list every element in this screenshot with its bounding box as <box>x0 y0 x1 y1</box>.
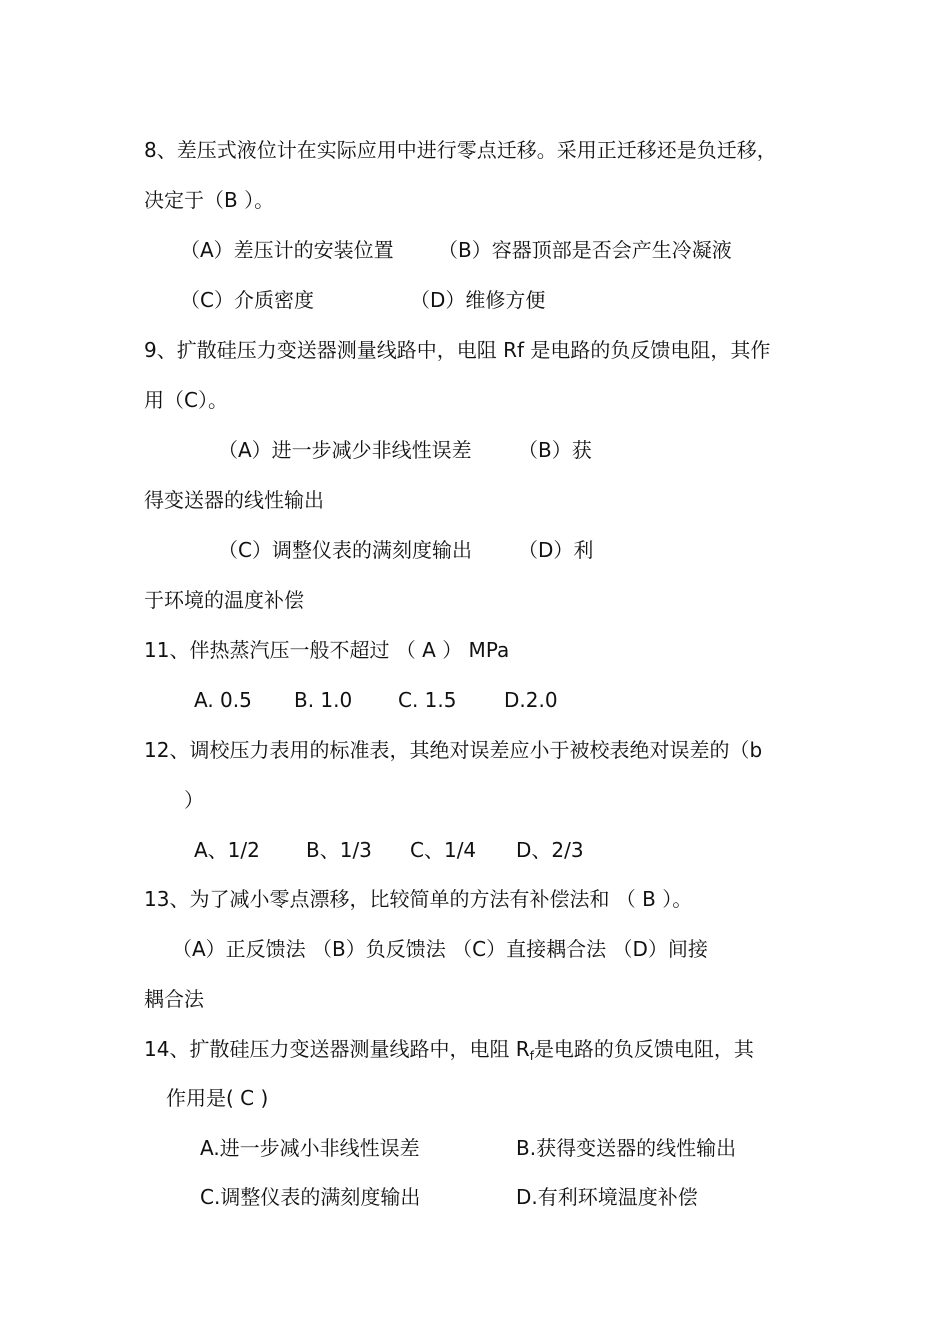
q12-option-a: A、1/2 <box>194 838 260 862</box>
q14-option-d: D.有利环境温度补偿 <box>516 1185 698 1209</box>
q8-stem-line2: 决定于（B ）。 <box>144 188 275 212</box>
q9-option-b-part1: （B）获 <box>518 438 592 462</box>
q12-stem-line1: 12、调校压力表用的标准表，其绝对误差应小于被校表绝对误差的（b <box>144 738 763 762</box>
q14-stem-line1 <box>144 1035 754 1063</box>
q9-option-d-part1: （D）利 <box>518 538 594 562</box>
q12-option-d: D、2/3 <box>516 838 584 862</box>
q14-option-c: C.调整仪表的满刻度输出 <box>200 1185 421 1209</box>
q9-option-c: （C）调整仪表的满刻度输出 <box>218 538 472 562</box>
q11-option-a: A. 0.5 <box>194 688 252 712</box>
q9-option-a: （A）进一步减少非线性误差 <box>218 438 472 462</box>
q9-option-d-part2: 于环境的温度补偿 <box>144 588 304 612</box>
q12-option-b: B、1/3 <box>306 838 372 862</box>
q9-stem-line2: 用（C）。 <box>144 388 228 412</box>
q14-stem-after: 是电路的负反馈电阻，其 <box>533 1037 754 1061</box>
q12-option-c: C、1/4 <box>410 838 477 862</box>
q11-option-c: C. 1.5 <box>398 688 457 712</box>
q9-stem-line1: 9、扩散硅压力变送器测量线路中，电阻 Rf 是电路的负反馈电阻，其作 <box>144 338 771 362</box>
q13-options-line: （A）正反馈法 （B）负反馈法 （C）直接耦合法 （D）间接 <box>172 937 708 961</box>
q8-option-d: （D）维修方便 <box>410 288 546 312</box>
q14-stem-before: 14、扩散硅压力变送器测量线路中，电阻 R <box>144 1037 530 1061</box>
q13-stem: 13、为了减小零点漂移，比较简单的方法有补偿法和 （ B ）。 <box>144 887 693 911</box>
q14-stem-line2: 作用是( C ) <box>166 1086 269 1110</box>
q8-option-b: （B）容器顶部是否会产生冷凝液 <box>438 238 732 262</box>
q8-stem-line1: 8、差压式液位计在实际应用中进行零点迁移。采用正迁移还是负迁移， <box>144 138 777 162</box>
q9-option-b-part2: 得变送器的线性输出 <box>144 488 324 512</box>
q14-stem-subscript: f <box>529 1049 534 1063</box>
q12-stem-line2: ） <box>184 788 204 812</box>
q8-option-c: （C）介质密度 <box>180 288 314 312</box>
q11-option-b: B. 1.0 <box>294 688 353 712</box>
q13-options-tail: 耦合法 <box>144 987 204 1011</box>
q14-option-a: A.进一步减小非线性误差 <box>200 1136 420 1160</box>
q14-option-b: B.获得变送器的线性输出 <box>516 1136 737 1160</box>
q11-option-d: D.2.0 <box>504 688 558 712</box>
q11-stem: 11、伴热蒸汽压一般不超过 （ A ） MPa <box>144 638 510 662</box>
q8-option-a: （A）差压计的安装位置 <box>180 238 394 262</box>
